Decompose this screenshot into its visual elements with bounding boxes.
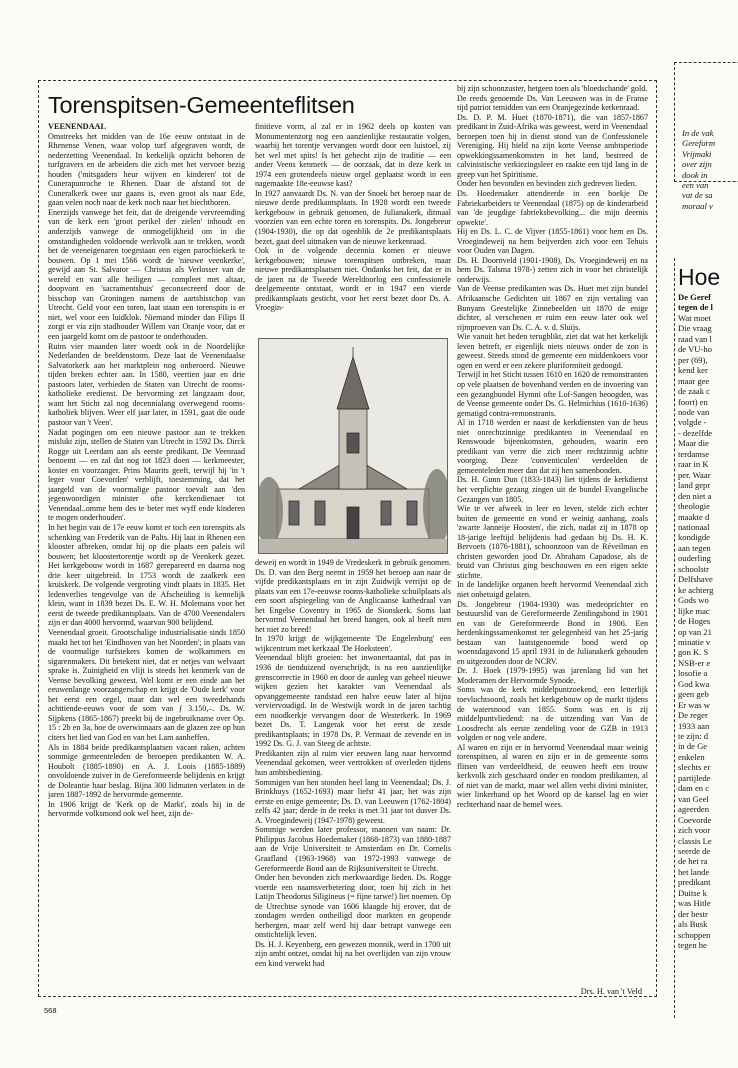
paragraph: Ds. Hoedemaker attendeerde in een boekje De Fabriekarbeiders te Veenendaal (1875) op de kinderarbeid van 'de jeugdige fabrieksbevolking... die mijn deernis opwekte'. — [457, 189, 648, 227]
sidebar-line: in de Ge — [678, 741, 708, 752]
sidebar-line: tegen de l — [678, 302, 713, 313]
paragraph: Wie vanuit het heden terugblikt, ziet dat wat het kerkelijk leven betreft, er eigenlijk niets nieuws onder de zon is geweest. Steeds stond de gemeente een middenkoers voor ogen en werd er een zekere pluriformiteit gedoogd. — [457, 332, 648, 370]
paragraph: Enerzijds vanwege het feit, dat de dreigende vervreemding van de kerk een 'groot perikel der zielen' inhoudt en anderzijds vanwege de onmogelijkheid om in die omstandigheden voldoende werkvolk aan te trekken, wordt het de veeneigenaren toegestaan een eigen parochiekerk te bouwen. Op 1 mei 1566 wordt de 'nieuwe veenkerke', gewijd aan St. Salvator — Christus als Verlosser van de wereld en van alle heiligen — compleet met altaar, doopvont en 'sacramentshuis' geconsecreerd door de bisschop van Groningen namens de aartsbisschop van Utrecht. Geld voor een toren, laat staan een torenspits is er niet, wel voor een luidklok. Niemand minder dan Filips II zorgt er via zijn stadhouder Willem van Oranje voor, dat er een jaargeld komt om de pastoor te onderhouden. — [48, 207, 245, 342]
sidebar-line: Maar die — [678, 438, 709, 449]
article-column-2-top — [255, 122, 451, 336]
paragraph: Ds. H. Gunn Dun (1833-1843) liet tijdens de kerkdienst het verplichte gezang zingen uit de bundel Evangelische Gezangen van 1805. — [457, 475, 648, 504]
sidebar-line: Duitse k — [678, 887, 707, 898]
sidebar-line: volgde - — [678, 417, 707, 428]
sidebar-line: Vrijmaki — [682, 148, 712, 159]
sidebar-line: geen geb — [678, 689, 709, 700]
article-column-2-bottom — [255, 558, 451, 992]
sidebar-line: tegen he — [678, 940, 707, 951]
sidebar-line: raad van l — [678, 333, 712, 344]
paragraph: Al waren en zijn er in hervormd Veenendaal maar weinig torenspitsen, al waren en zijn er in de gemeente soms flitsen van verdeeldheid, de eeuwen heeft een trouw kerkvolk zich geschaard onder en rondom predikanten, al of niet van de markt, maar wel allen verbi divini minister, wier linkerhand op het Woord op de kansel lag en wier rechterhand naar de hemel wees. — [457, 742, 648, 810]
paragraph: Ook in de volgende decennia komen er nieuwe kerkgebouwen; nieuwe torenspitsen ontbreken, maar nieuwe predikantsplaatsen niet. Ondanks het feit, dat er in de jaren na de Tweede Wereldoorlog een confessionele deelgemeente ontstaat, wordt er in 1947 een vierde predikantsplaats gesticht, voor het eerst bezet door Ds. A. Vroegin- — [255, 246, 451, 313]
paragraph: Hij en Ds. L. C. de Vijver (1855-1861) voor hem en Ds. Vroegindeweij na hem beijverden zich voor een Tehuis voor Ouden van Dagen. — [457, 227, 648, 256]
paragraph: In het begin van de 17e eeuw komt er toch een torenspits als schenking van Frederik van de Palts. Hij laat in Rhenen een klooster afbreken, omdat hij op die plaats een paleis wil bouwen; het kloostertorentje wordt op de Veenkerk gezet. Het kerkgebouw wordt in 1687 gerepareerd en daarna nog drie keer uitgebreid. In 1753 wordt de zaalkerk een kruiskerk. De volgende vergroting vindt plaats in 1835. Het ledenverlies tengevolge van de Afscheiding is kennelijk klein, want in 1839 bezet Ds. E. W. H. Molemans voor het eerst de tweede predikantsplaats. Van de 4700 Veenendalers zijn er dan 4000 hervormd, waarvan 900 belijdend. — [48, 522, 245, 628]
paragraph: Ds. Jongebreur (1904-1930) was medeoprichter en bestuurslid van de Gereformeerde Zendingsbond in 1901 en van de Gereformeerde Bond in 1906. Een herdenkingssamenkomst ter gelegenheid van het 25-jarig bestaan van laatstgenoemde bond werd op woensdagavond 15 april 1931 in de Julianakerk gehouden en uitgezonden door de NCRV. — [457, 599, 648, 666]
sidebar-line: dam en c — [678, 783, 710, 794]
paragraph: Ds. H. J. Keyenberg, een gewezen monnik, werd in 1700 uit zijn ambt ontzet, omdat hij na het overlijden van zijn vrouw een kind verwekt had — [255, 939, 451, 968]
author-signature: Drs. H. van 't Veld — [580, 987, 642, 996]
sidebar-line: de het ra — [678, 856, 708, 867]
sidebar-line: Coevorde — [678, 814, 712, 825]
paragraph: Ds. H. Doornveld (1901-1908), Ds. Vroegindeweij en na hem Ds. Talsma 1978-) zetten zich in voor het christelijk onderwijs. — [457, 255, 648, 284]
sidebar-line: aan tegen — [678, 542, 711, 553]
sidebar-line: partijlede — [678, 772, 711, 783]
article-column-1 — [48, 122, 245, 992]
sidebar-line: per (69), — [678, 354, 708, 365]
sidebar-line: Wat moet — [678, 312, 711, 323]
paragraph: Onder hen bevonden en bevinden zich gedreven lieden. — [457, 179, 637, 189]
sidebar-line: losofie a — [678, 668, 708, 679]
sidebar-line: over zijn — [682, 159, 712, 170]
sidebar-line: kondigde — [678, 532, 710, 543]
sidebar-line: - dezelfde — [678, 427, 713, 438]
paragraph: In 1970 krijgt de wijkgemeente 'De Engelenburg' een wijkcentrum met kerkzaal 'De Hoeksteen'. — [255, 634, 451, 653]
paragraph: De reeds genoemde Ds. Van Leeuwen was in de Franse tijd patriot temidden van een Oranjegezinde kerkenraad. — [457, 93, 648, 113]
sidebar-line: kend ker — [678, 365, 708, 376]
paragraph: In 1906 krijgt de 'Kerk op de Markt', zoals hij in de hervormde volksmond ook wel heet, zijn de- — [48, 799, 245, 819]
sidebar-line: NSB-er e — [678, 657, 711, 668]
sidebar-line: lijke mac — [678, 605, 710, 616]
sidebar-line: minatie v — [678, 636, 711, 647]
article-column-3 — [457, 84, 648, 992]
sidebar-heading: Hoe — [678, 264, 721, 290]
paragraph: Sommige werden later professor, mannen van naam: Dr. Philippus Jacobus Hoedemaker (1868-1873) van 1880-1887 aan de Vrije Universiteit te Amsterdam en Dr. Cornelis Graafland (1963-1968) van 1972-1993 vanwege de Gereformeerde Bond aan de Rijksuniversiteit te Utrecht. — [255, 825, 451, 873]
paragraph: Onder hen bevonden zich merkwaardige lieden. Ds. Rogge voerde een naamsverbetering door, toen hij zich in het Latijn Theodorus Siligineus (= fijne tarwe!) liet noemen. Op de Utrechtse synode van 1606 klaagde hij erover, dat de zondagen werden ontheiligd door markten en geopende herbergen, maar zelf werd hij daar betrapt vanwege een onstichtelijk leven. — [255, 873, 451, 940]
sidebar-line: een van — [682, 180, 709, 191]
sidebar-line: als Busk — [678, 919, 708, 930]
sidebar-line: zich voor — [678, 825, 711, 836]
paragraph: Wie te ver afweek in leer en leven, stelde zich echter buiten de gemeente en vond er weinig aanhang, zoals 'zwarte Janneije Hoosten', die zich, nadat zij in 1878 op 18-jarige leeftijd belijdenis had gedaan bij Ds. H. K. Bervoets (1876-1881), schoonzoon van de Réveilman en christen geworden jood Dr. Abraham Capadose, als de bruid van Christus ging beschouwen en een eigen sekte stichtte. — [457, 504, 648, 580]
sidebar-line: De Geref — [678, 292, 712, 302]
sidebar-line: God kwa — [678, 678, 710, 689]
paragraph: Veenendaal blijft groeien: het inwonertaantal, dat pas in 1936 de tienduizend overschrijdt, is na een aanzienlijke grenscorrectie in 1960 en door de aanleg van geheel nieuwe wijken gezien het karakter van Veenendaal als opvanggemeente randstad een halve eeuw later al bijna verviervoudigd. In de Westwijk wordt in de jaren tachtig een noodkerkje vervangen door de Westerkerk. In 1969 bezet Ds. T. Langerak voor het eerst de zesde predikantsplaats; in 1978 Ds. P. Vermaat de zevende en in 1992 Ds. G. J. van Steeg de achtste. — [255, 653, 451, 749]
page-number: 568 — [44, 1006, 57, 1015]
sidebar-line: raar in K — [678, 459, 709, 470]
article-kicker: VEENENDAAL — [48, 122, 107, 131]
sidebar-line: dook in — [682, 169, 708, 180]
paragraph: Ruim vier maanden later woedt ook in de Noordelijke Nederlanden de beeldenstorm. Deze laat de Veenendaalse Salvatorkerk aan het marktplein nog onberoerd. Nieuwe tijden breken echter aan. In 1580, veertien jaar en drie pastoors later, verbieden de Staten van Utrecht de rooms-katholieke eredienst. De hervorming zet langzaam door, want het Sticht zal nog decennialang overwegend rooms-katholiek blijven. Weer elf jaar later, in 1591, gaat die oude pastoor van 't Veen'. — [48, 341, 245, 427]
sidebar-italic-text — [682, 128, 715, 211]
sidebar-line: op van 21 — [678, 626, 712, 637]
paragraph: Omstreeks het midden van de 16e eeuw ontstaat in de Rhenense Venen, waar volop turf afgegraven wordt, de nederzetting Veenendaal. In kerkelijk opzicht behoren de turfgravers en de arbeiders die zich met het vervoer bezig houden ('mitsgaders heur wijven en kinderen' tot de Cunerapunroche te Rhenen. Daar de afstand tot de Cuneralkerk twee uur gaans is, even groot als naar Ede, gaan velen noch naar de kerk noch naar het biechthoren. — [48, 131, 245, 208]
sidebar-line: terdamse — [678, 448, 710, 459]
sidebar-line: moraal v — [682, 200, 713, 211]
sidebar-line: maar gee — [678, 375, 710, 386]
sidebar-line: enkelen — [678, 751, 705, 762]
paragraph: In de landelijke organen heeft hervormd Veenendaal zich niet onbetuigd gelaten. — [457, 580, 648, 599]
sidebar-line: te zijn: d — [678, 731, 709, 742]
paragraph: In 1927 aanvaardt Ds. N. van der Snoek het beroep naar de nieuwe derde predikantsplaats. In 1928 wordt een tweede kerkgebouw in gebruik genomen, de Julianakerk, ditmaal voorzien van een echte toren en torenspits. Ds. Jongebreur (1904-1930), die op dat ogenblik de 2e predikantsplaats bezet, gaat deel uitmaken van de nieuwe kerkenraad. — [255, 188, 451, 246]
sidebar-line: ke achterg — [678, 584, 714, 595]
sidebar-line: 1933 aan — [678, 720, 710, 731]
church-illustration — [258, 338, 448, 554]
sidebar-line: Die vraag — [678, 323, 712, 334]
paragraph: finitieve vorm, al zal er in 1962 deels op kosten van Monumentenzorg nog een aanzienlijke restauratie volgen, waarbij het torentje vervangen wordt door een luistoel, zij het wel met spits! Is het gehecht zijn de traditie — een ander Veens kenmerk — de oorzaak, dat in deze kerk in 1974 een grotendeels nieuw orgel geplaatst wordt in een nagemaakte 18e-eeuwse kast? — [255, 122, 451, 189]
sidebar-line: vat de sa — [682, 190, 713, 201]
paragraph: Sommigen van hen stonden heel lang in Veenendaal; Ds. J. Brinkhuys (1652-1693) maar liefst 41 jaar, het was zijn eerste en enige gemeente; Ds. D. van Leeuwen (1762-1804) zelfs 42 jaar; derde in de reeks is met 31 jaar tot dusver Ds. A. Vroegindeweij (1947-1978) geweest. — [255, 777, 451, 825]
sidebar-line: gon K. S — [678, 647, 709, 658]
paragraph: Nadat pogingen om een nieuwe pastoor aan te trekken mislukt zijn, stellen de Staten van Utrecht in 1592 Ds. Dirck Rogge uit Leerdam aan als eerste predikant. De Veenraad benoemt — en zal dat nog tot 1823 doen — kerkmeester, koster en voorzanger. Prins Maurits geeft, terwijl hij 'in 't leger voor Coevorden' verblijft, toestemming, dat het jaargeld van de voormalige pastoor toevalt aan 'den jegenwoordigen minister ofte kerckendienaer tot Venendaal..omme hem des te beter met wyff ende kinderen te mogen onderhouden'. — [48, 427, 245, 523]
paragraph: Dr. J. Hoek (1979-1995) was jarenlang lid van het Moderamen der Hervormde Synode. — [457, 666, 648, 685]
sidebar-line: was Hitle — [678, 898, 711, 909]
sidebar-line: schoolstr — [678, 563, 710, 574]
sidebar-line: het lande — [678, 866, 710, 877]
sidebar-line: der bestr — [678, 908, 708, 919]
sidebar-line: predikant — [678, 877, 711, 888]
sidebar-line: den niet a — [678, 490, 712, 501]
sidebar-line: maakte d — [678, 511, 710, 522]
paragraph: Al in 1718 werden er naast de kerkdiensten van de heus niet onrechtzinnige predikanten in Veenendaal en Renswoude bijeenkomsten, gehouden, waarin een predikant van verre die zich meer rechtzinnig achtte voorging. Deze 'conventiculen' verdeelden de gemeenteleden meer dan dat zij hen samenbonden. — [457, 418, 648, 475]
sidebar-line: classis Le — [678, 835, 712, 846]
church-drawing — [259, 339, 447, 553]
paragraph: Soms was de kerk middelpuntzoekend, een letterlijk toevluchtsoord, zoals het kerkgebouw op de markt tijdens de watersnood van 1855. Soms was en is zij middelpuntvliedend: na de uitzending van Van de Loosdrecht als eerste zendeling voor de GZB in 1913 volgden er nog vele andere. — [457, 685, 648, 743]
sidebar-line: seerde de — [678, 846, 711, 857]
paragraph: Van de Veense predikanten was Ds. Huet met zijn bundel Afrikaansche Gedichten uit 1867 en zijn vertaling van Bunyans Geestelijke Zinnebeelden uit 1870 de enige dichter, al verschenen er ruim een eeuw later ook wel rijmproeven van Ds. C. A. v. d. Sluijs. — [457, 284, 648, 332]
sidebar-line: slechts er — [678, 762, 711, 773]
paragraph: Veenendaal groeit. Grootschalige industrialisatie sinds 1850 maakt het tot het 'Eindhoven van het Noorden'; in plaats van de voormalige turfstekers komen de wolkammers en sigarenmakers. Dit betekent niet, dat er netjes van welvaart sprake is. Zuinigheid en vlijt is steeds het kenmerk van de Veense bevolking geweest. Wel komt er een einde aan het eeuwenlange voorzangerschap en krijgt de 'Oude kerk' voor het eerst een orgel, maar dan wel een tweedehands achttiende-eeuws voor de som van ƒ 3.150,–. Ds. W. Sijpkens (1865-1867) preekt bij de ingebruikname over Op. 15 : 2b en 3a, hoe de overwinnaars aan de glazen zee op hun citers het lied van God en van het Lam aanheffen. — [48, 627, 245, 742]
sidebar-line: nationaal — [678, 521, 710, 532]
sidebar-line: Er was w — [678, 699, 710, 710]
sidebar-line: Gods wo — [678, 595, 709, 606]
sidebar-line: Gereform — [682, 138, 716, 149]
paragraph: Als in 1884 beide predikantsplaatsen vacant raken, achten sommige gemeenteleden de beroepen predikanten W. A. Houbolt (1885-1890) en A. J. Loois (1885-1889) onvoldoende zuiver in de Gereformeerde belijdenis en krijgt de Doleantie haar beslag. Bijna 300 lidmaten verlaten in de jaren 1887-1892 de hervormde gemeente. — [48, 742, 245, 800]
sidebar-line: foort) en — [678, 396, 708, 407]
sidebar-line: node van — [678, 406, 710, 417]
sidebar-line: per. Waar — [678, 469, 711, 480]
sidebar-line: ageerden — [678, 804, 710, 815]
column-1-text — [48, 132, 245, 819]
paragraph: Ds. D. P. M. Huet (1870-1871), die van 1857-1867 predikant in Zuid-Afrika was geweest, werd in Veenendaal beroepen toen hij in dienst stond van de Confessionele Vereniging. Hij hield na zijn korte Veense ambtsperiode opwekkingssamenkomsten in het land, bestreed de calvinistische verkiezingsleer en raakte een tijd lang in de greep van het Spiritisme. — [457, 112, 648, 179]
sidebar-line: In de vak — [682, 128, 714, 138]
sidebar-line: ouderling — [678, 553, 711, 564]
paragraph: deweij en wordt in 1949 de Vredeskerk in gebruik genomen. Ds. D. van den Berg neemt in 1959 het beroep aan naar de vijfde predikantsplaats en in zijn Zuidwijk verrijst op de plaats van een 17e-eeuwse rooms-katholieke schuilplaats als een soort afspiegeling van de Anglicaanse kathedraal van het Engelse Coventry in 1965 de Sionskerk. Soms laat hervormd Veenendaal het breed hangen, ook al heeft men het niet zo breed! — [255, 558, 451, 634]
sidebar-line: Delfshave — [678, 574, 713, 585]
paragraph: bij zijn schoonzuster, hetgeen toen als 'bloedschande' gold. — [457, 84, 648, 93]
sidebar-line: De reger — [678, 710, 708, 721]
article-title: Torenspitsen-Gemeenteflitsen — [48, 92, 355, 118]
paragraph: Predikanten zijn al ruim vier eeuwen lang naar hervormd Veenendaal gekomen, weer vertrokken of overleden tijdens hun ambtsbediening. — [255, 748, 451, 778]
sidebar-line: de VU-ho — [678, 344, 712, 355]
sidebar-line: schoppen — [678, 929, 711, 940]
sidebar-line: de Hoges — [678, 616, 711, 627]
sidebar-frame — [674, 258, 738, 1018]
sidebar-line: de zaak c — [678, 386, 710, 397]
paragraph: Terwijl in het Sticht tussen 1610 en 1620 de remonstranten op vele plaatsen de bovenhand verden en de invoering van een gezangbundel Hymni ofte Lof-Sangen beoogden, was de Veense gemeente onder Ds. G. Helmichius (1610-1636) gematigd contra-remonstrants. — [457, 370, 648, 418]
sidebar-line: land gepr — [678, 480, 711, 491]
sidebar-line: theologie — [678, 501, 710, 512]
sidebar-line: van Geel — [678, 793, 709, 804]
